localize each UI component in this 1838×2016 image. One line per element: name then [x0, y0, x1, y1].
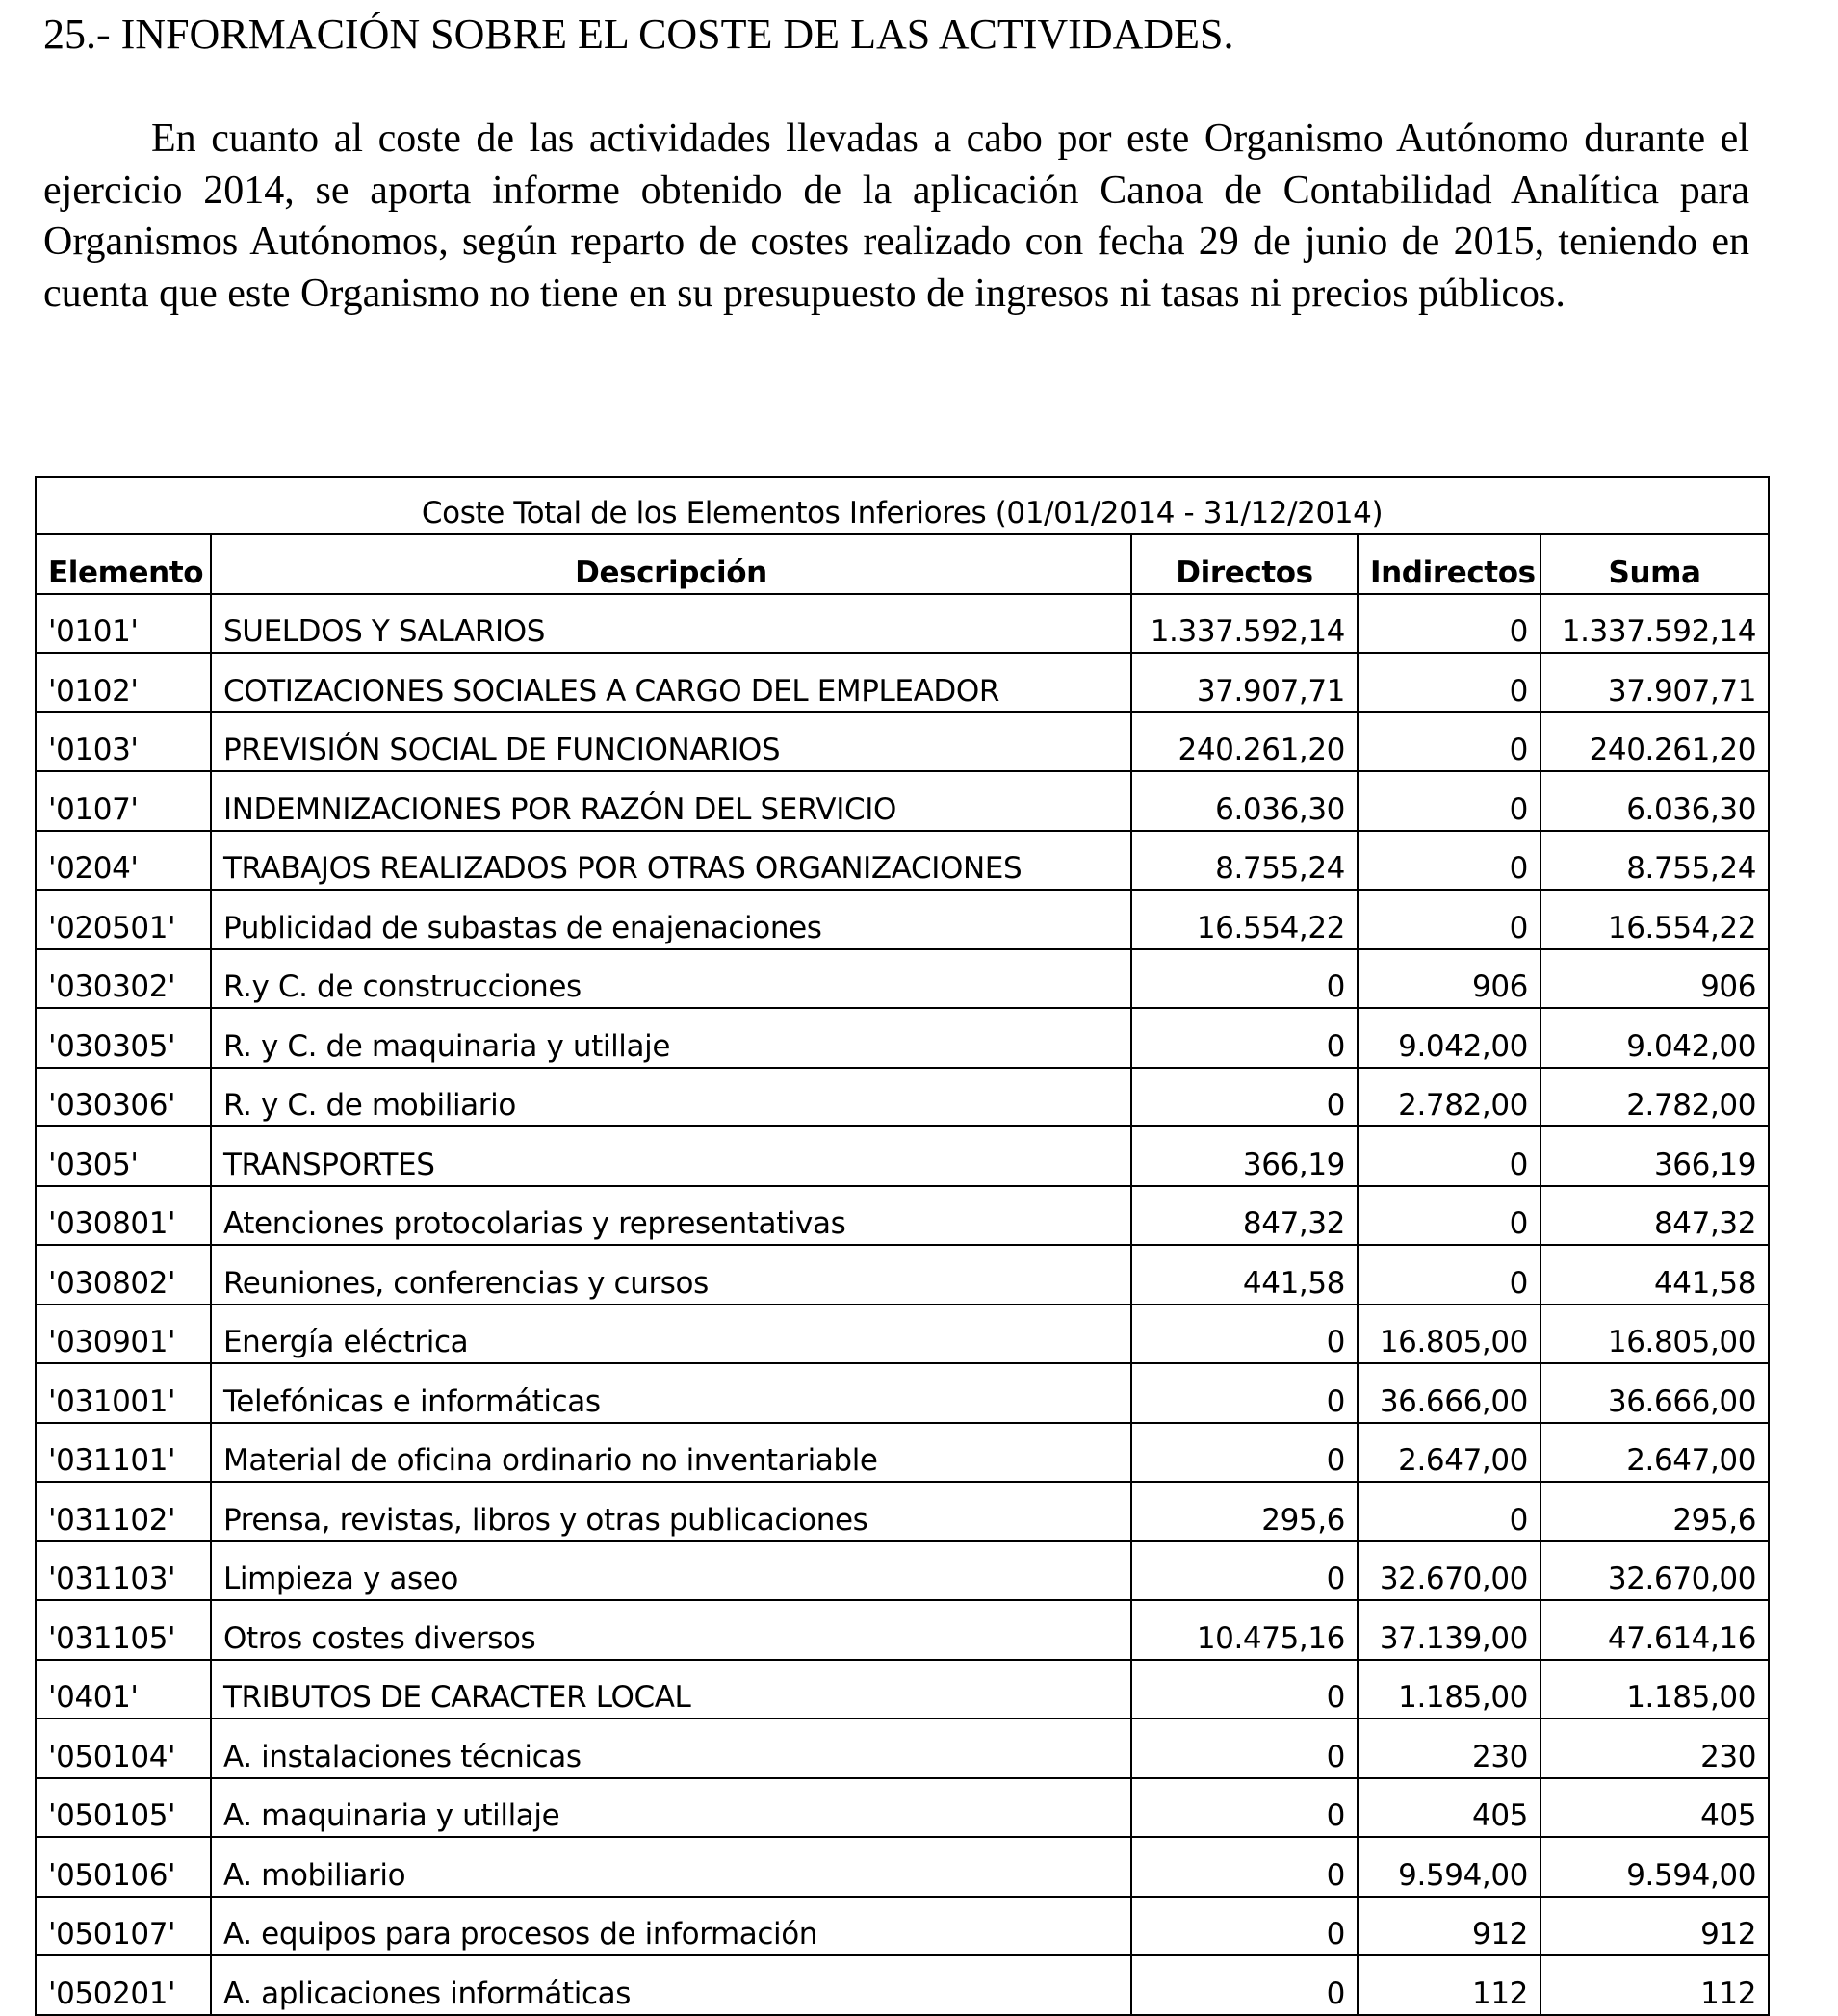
cell-elemento: '0101' [36, 594, 211, 654]
table-row [36, 712, 1769, 772]
cell-elemento: '0305' [36, 1126, 211, 1186]
cell-elemento: '030801' [36, 1186, 211, 1246]
cell-indirectos: 112 [1358, 1955, 1540, 2015]
cell-elemento: '0107' [36, 771, 211, 831]
cell-suma: 1.185,00 [1540, 1660, 1769, 1719]
cell-indirectos: 0 [1358, 712, 1540, 772]
cell-suma: 912 [1540, 1897, 1769, 1956]
cell-descripcion: Otros costes diversos [211, 1600, 1131, 1660]
cell-elemento: '030305' [36, 1008, 211, 1068]
table-row [36, 1305, 1769, 1364]
table-row [36, 1363, 1769, 1423]
table-row [36, 1126, 1769, 1186]
cell-elemento: '031105' [36, 1600, 211, 1660]
table-row [36, 949, 1769, 1009]
cell-elemento: '050104' [36, 1719, 211, 1778]
cell-indirectos: 9.042,00 [1358, 1008, 1540, 1068]
cell-elemento: '050105' [36, 1778, 211, 1838]
cell-suma: 32.670,00 [1540, 1541, 1769, 1601]
cell-descripcion: TRIBUTOS DE CARACTER LOCAL [211, 1660, 1131, 1719]
cell-indirectos: 0 [1358, 1482, 1540, 1541]
cell-indirectos: 16.805,00 [1358, 1305, 1540, 1364]
cell-indirectos: 0 [1358, 1126, 1540, 1186]
cell-suma: 230 [1540, 1719, 1769, 1778]
cell-suma: 366,19 [1540, 1126, 1769, 1186]
cell-indirectos: 0 [1358, 653, 1540, 712]
cell-directos: 0 [1131, 1897, 1358, 1956]
cell-suma: 2.782,00 [1540, 1068, 1769, 1127]
table-row [36, 653, 1769, 712]
table-row [36, 1778, 1769, 1838]
cell-descripcion: TRANSPORTES [211, 1126, 1131, 1186]
header-suma: Suma [1540, 534, 1769, 594]
cell-indirectos: 9.594,00 [1358, 1837, 1540, 1897]
cell-indirectos: 0 [1358, 890, 1540, 949]
cell-elemento: '031103' [36, 1541, 211, 1601]
table-row [36, 1541, 1769, 1601]
table-title: Coste Total de los Elementos Inferiores (01/01/2014 - 31/12/2014) [36, 477, 1769, 534]
cell-elemento: '020501' [36, 890, 211, 949]
cell-directos: 366,19 [1131, 1126, 1358, 1186]
table-row [36, 1423, 1769, 1483]
table-row [36, 1186, 1769, 1246]
cell-elemento: '050201' [36, 1955, 211, 2015]
cell-directos: 0 [1131, 1305, 1358, 1364]
cell-elemento: '050106' [36, 1837, 211, 1897]
cell-indirectos: 32.670,00 [1358, 1541, 1540, 1601]
cell-directos: 847,32 [1131, 1186, 1358, 1246]
cell-elemento: '031001' [36, 1363, 211, 1423]
cell-elemento: '030302' [36, 949, 211, 1009]
table-row [36, 1245, 1769, 1305]
table-row [36, 1837, 1769, 1897]
cell-descripcion: Publicidad de subastas de enajenaciones [211, 890, 1131, 949]
cell-indirectos: 37.139,00 [1358, 1600, 1540, 1660]
cell-elemento: '030802' [36, 1245, 211, 1305]
cell-suma: 2.647,00 [1540, 1423, 1769, 1483]
cell-descripcion: Limpieza y aseo [211, 1541, 1131, 1601]
cell-suma: 36.666,00 [1540, 1363, 1769, 1423]
cell-directos: 1.337.592,14 [1131, 594, 1358, 654]
header-descripcion: Descripción [211, 534, 1131, 594]
cell-directos: 0 [1131, 1719, 1358, 1778]
cell-directos: 0 [1131, 1423, 1358, 1483]
cell-directos: 295,6 [1131, 1482, 1358, 1541]
cell-elemento: '0204' [36, 831, 211, 891]
table-header-row [36, 534, 1769, 594]
cell-directos: 0 [1131, 1363, 1358, 1423]
cell-elemento: '031101' [36, 1423, 211, 1483]
table-row [36, 1955, 1769, 2015]
cell-descripcion: A. maquinaria y utillaje [211, 1778, 1131, 1838]
table-row [36, 594, 1769, 654]
cell-directos: 441,58 [1131, 1245, 1358, 1305]
cell-suma: 405 [1540, 1778, 1769, 1838]
cell-elemento: '031102' [36, 1482, 211, 1541]
cell-suma: 16.554,22 [1540, 890, 1769, 949]
table-row [36, 1008, 1769, 1068]
cell-directos: 6.036,30 [1131, 771, 1358, 831]
cell-indirectos: 1.185,00 [1358, 1660, 1540, 1719]
cell-elemento: '0103' [36, 712, 211, 772]
table-row [36, 1482, 1769, 1541]
table-row [36, 831, 1769, 891]
table-title-row [36, 477, 1769, 534]
header-indirectos: Indirectos [1358, 534, 1540, 594]
cell-descripcion: INDEMNIZACIONES POR RAZÓN DEL SERVICIO [211, 771, 1131, 831]
cell-descripcion: PREVISIÓN SOCIAL DE FUNCIONARIOS [211, 712, 1131, 772]
cell-suma: 47.614,16 [1540, 1600, 1769, 1660]
cell-indirectos: 2.782,00 [1358, 1068, 1540, 1127]
cell-directos: 0 [1131, 1837, 1358, 1897]
cell-elemento: '030306' [36, 1068, 211, 1127]
cell-elemento: '0401' [36, 1660, 211, 1719]
cell-indirectos: 0 [1358, 594, 1540, 654]
cell-suma: 240.261,20 [1540, 712, 1769, 772]
cell-suma: 847,32 [1540, 1186, 1769, 1246]
cell-descripcion: Material de oficina ordinario no inventariable [211, 1423, 1131, 1483]
table-row [36, 1897, 1769, 1956]
cell-suma: 37.907,71 [1540, 653, 1769, 712]
header-directos: Directos [1131, 534, 1358, 594]
cell-suma: 9.594,00 [1540, 1837, 1769, 1897]
cell-suma: 112 [1540, 1955, 1769, 2015]
cell-descripcion: Telefónicas e informáticas [211, 1363, 1131, 1423]
cell-descripcion: COTIZACIONES SOCIALES A CARGO DEL EMPLEADOR [211, 653, 1131, 712]
table-row [36, 1660, 1769, 1719]
cell-directos: 0 [1131, 1541, 1358, 1601]
cell-descripcion: A. aplicaciones informáticas [211, 1955, 1131, 2015]
intro-paragraph: En cuanto al coste de las actividades llevadas a cabo por este Organismo Autónomo durante el ejercicio 2014, se aporta informe obtenido de la aplicación Canoa de Contabilidad Analítica para Organismos Autónomos, según reparto de costes realizado con fecha 29 de junio de 2015, teniendo en cuenta que este Organismo no tiene en su presupuesto de ingresos ni tasas ni precios públicos. [43, 116, 1749, 316]
cell-descripcion: A. mobiliario [211, 1837, 1131, 1897]
table-row [36, 1600, 1769, 1660]
cell-indirectos: 906 [1358, 949, 1540, 1009]
cell-descripcion: TRABAJOS REALIZADOS POR OTRAS ORGANIZACIONES [211, 831, 1131, 891]
cell-directos: 0 [1131, 1008, 1358, 1068]
cell-directos: 0 [1131, 1660, 1358, 1719]
section-heading: 25.- INFORMACIÓN SOBRE EL COSTE DE LAS ACTIVIDADES. [43, 11, 1234, 58]
cell-indirectos: 0 [1358, 1245, 1540, 1305]
cell-directos: 10.475,16 [1131, 1600, 1358, 1660]
table-row [36, 771, 1769, 831]
cost-table [35, 476, 1770, 2016]
cell-descripcion: Reuniones, conferencias y cursos [211, 1245, 1131, 1305]
cell-suma: 906 [1540, 949, 1769, 1009]
cell-descripcion: Prensa, revistas, libros y otras publicaciones [211, 1482, 1131, 1541]
table-body [36, 594, 1769, 2015]
cell-descripcion: R. y C. de mobiliario [211, 1068, 1131, 1127]
cell-directos: 16.554,22 [1131, 890, 1358, 949]
cell-directos: 0 [1131, 1778, 1358, 1838]
cell-suma: 16.805,00 [1540, 1305, 1769, 1364]
cell-suma: 9.042,00 [1540, 1008, 1769, 1068]
cell-directos: 37.907,71 [1131, 653, 1358, 712]
cell-indirectos: 0 [1358, 771, 1540, 831]
cell-suma: 6.036,30 [1540, 771, 1769, 831]
cell-descripcion: Energía eléctrica [211, 1305, 1131, 1364]
header-elemento: Elemento [36, 534, 211, 594]
cell-descripcion: A. instalaciones técnicas [211, 1719, 1131, 1778]
cell-suma: 441,58 [1540, 1245, 1769, 1305]
cell-descripcion: Atenciones protocolarias y representativas [211, 1186, 1131, 1246]
cell-suma: 1.337.592,14 [1540, 594, 1769, 654]
cell-indirectos: 912 [1358, 1897, 1540, 1956]
table-row [36, 1068, 1769, 1127]
cell-directos: 0 [1131, 1068, 1358, 1127]
cell-indirectos: 0 [1358, 831, 1540, 891]
cell-directos: 0 [1131, 1955, 1358, 2015]
cell-suma: 8.755,24 [1540, 831, 1769, 891]
cell-descripcion: R. y C. de maquinaria y utillaje [211, 1008, 1131, 1068]
cell-suma: 295,6 [1540, 1482, 1769, 1541]
cell-directos: 8.755,24 [1131, 831, 1358, 891]
cell-indirectos: 230 [1358, 1719, 1540, 1778]
cell-descripcion: SUELDOS Y SALARIOS [211, 594, 1131, 654]
cell-elemento: '0102' [36, 653, 211, 712]
cell-indirectos: 2.647,00 [1358, 1423, 1540, 1483]
table-row [36, 1719, 1769, 1778]
cell-elemento: '030901' [36, 1305, 211, 1364]
cell-indirectos: 36.666,00 [1358, 1363, 1540, 1423]
cell-indirectos: 405 [1358, 1778, 1540, 1838]
cell-descripcion: A. equipos para procesos de información [211, 1897, 1131, 1956]
cell-descripcion: R.y C. de construcciones [211, 949, 1131, 1009]
cell-elemento: '050107' [36, 1897, 211, 1956]
cell-directos: 240.261,20 [1131, 712, 1358, 772]
cell-indirectos: 0 [1358, 1186, 1540, 1246]
cell-directos: 0 [1131, 949, 1358, 1009]
table-row [36, 890, 1769, 949]
